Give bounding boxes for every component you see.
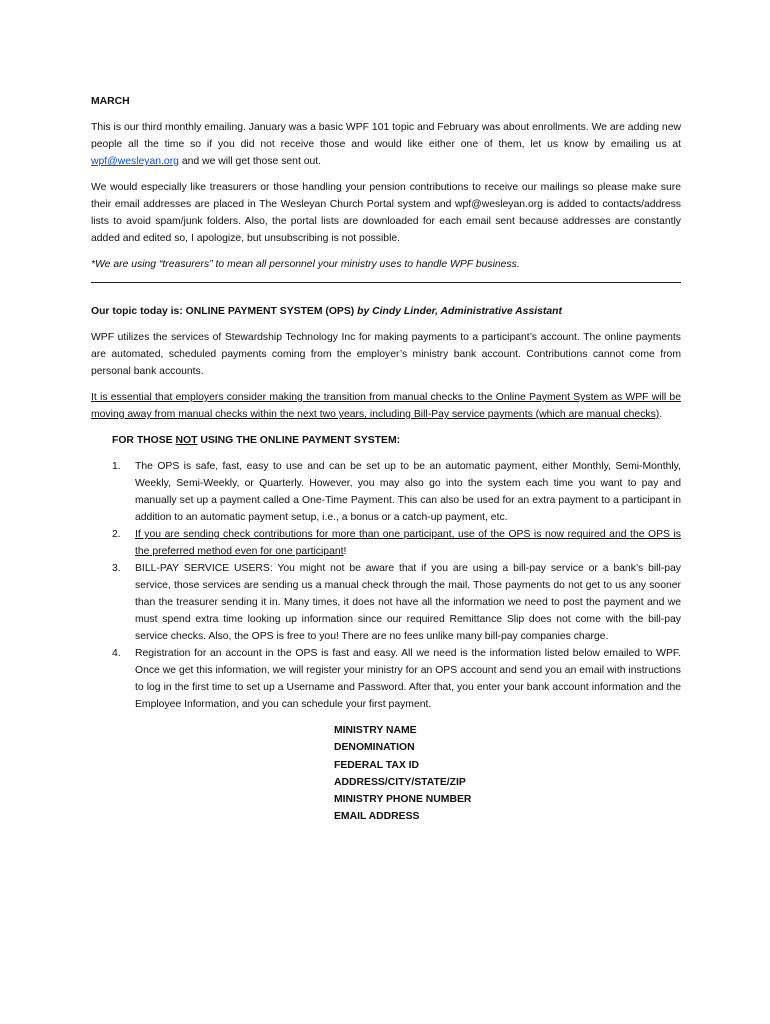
section-subheading bbox=[112, 432, 681, 449]
subhead-emphasis: NOT bbox=[175, 435, 198, 446]
field-email-address: EMAIL ADDRESS bbox=[334, 811, 420, 823]
horizontal-divider bbox=[91, 282, 681, 283]
list-number: 3. bbox=[112, 563, 121, 574]
numbered-list bbox=[91, 458, 681, 713]
transition-notice-end: . bbox=[659, 409, 663, 420]
intro-paragraph-2: We would especially like treasurers or those handling your pension contributions to receive our mailings so please make sure their email addresses are placed in The Wesleyan Church Portal system and wpf@wesleyan.org is added to contacts/address lists to avoid spam/junk folders. Also, the portal lists are downloaded for each email sent because addresses are constantly added and edited so, I apologize, but unsubscribing is not possible. bbox=[91, 182, 681, 244]
list-item bbox=[91, 526, 681, 560]
body-paragraph-2 bbox=[91, 389, 681, 423]
intro-paragraph-1 bbox=[91, 119, 681, 170]
list-item-text: BILL-PAY SERVICE USERS: You might not be aware that if you are using a bill-pay service or a bank’s bill-pay service, those services are sending us a manual check through the mail. Those payments do not get to us any sooner than the treasurer sending it in. Many times, it does not have all the information we need to post the payment and we must spend extra time looking up information since our required Remittance Slip does not come with the bill-pay service checks. Also, the OPS is free to you! There are no fees unlike many bill-pay companies charge. bbox=[135, 563, 681, 642]
required-fields-list bbox=[334, 722, 681, 826]
list-item-text: The OPS is safe, fast, easy to use and can be set up to be an automatic payment, either Monthly, Semi-Monthly, Weekly, Semi-Weekly, or Quarterly. However, you may also go into the system each time you want to pay and manually set up a payment called a One-Time Payment. This can also be used for an extra payment to a participant in addition to an automatic payment setup, i.e., a bonus or a catch-up payment, etc. bbox=[135, 461, 681, 523]
list-item-text: Registration for an account in the OPS is fast and easy. All we need is the information listed below emailed to WPF. Once we get this information, we will register your ministry for an OPS account and send you an email with instructions to log in the first time to set up a Username and Password. After that, you enter your bank account information and the Employee Information, and you can schedule your first payment. bbox=[135, 648, 681, 710]
topic-line bbox=[91, 303, 681, 320]
topic-byline: by Cindy Linder, Administrative Assistant bbox=[357, 306, 562, 317]
body-paragraph-1: WPF utilizes the services of Stewardship Technology Inc for making payments to a participant’s account. The online payments are automated, scheduled payments coming from the employer’s ministry bank account. Contributions cannot come from personal bank accounts. bbox=[91, 332, 681, 377]
field-ministry-phone: MINISTRY PHONE NUMBER bbox=[334, 794, 472, 806]
intro-text-end: and we will get those sent out. bbox=[181, 156, 322, 167]
field-ministry-name: MINISTRY NAME bbox=[334, 725, 417, 736]
document-page bbox=[91, 93, 681, 826]
transition-notice: It is essential that employers consider making the transition from manual checks to the Online Payment System as WPF will be moving away from manual checks within the next two years, including Bill-Pay service payments (which are manual checks) bbox=[91, 392, 681, 420]
month-heading: MARCH bbox=[91, 96, 130, 107]
topic-label: Our topic today is: ONLINE PAYMENT SYSTEM (OPS) bbox=[91, 306, 355, 317]
subhead-text-before: FOR THOSE bbox=[112, 435, 176, 446]
field-denomination: DENOMINATION bbox=[334, 742, 415, 754]
list-number: 4. bbox=[112, 648, 121, 659]
list-item-text: If you are sending check contributions for more than one participant, use of the OPS is now required and the OPS is the preferred method even for one participant bbox=[135, 529, 681, 557]
subhead-text-after: USING THE ONLINE PAYMENT SYSTEM: bbox=[197, 435, 401, 446]
email-link[interactable]: wpf@wesleyan.org bbox=[91, 156, 179, 167]
list-item bbox=[91, 458, 681, 526]
list-item bbox=[91, 560, 681, 645]
field-address: ADDRESS/CITY/STATE/ZIP bbox=[334, 776, 466, 788]
list-item-text-end: ! bbox=[343, 546, 347, 557]
list-item bbox=[91, 645, 681, 713]
field-federal-tax-id: FEDERAL TAX ID bbox=[334, 759, 420, 771]
intro-text: This is our third monthly emailing. January was a basic WPF 101 topic and February was about enrollments. We are adding new people all the time so if you did not receive those and would like either one of them, let us know by emailing us at bbox=[91, 122, 681, 150]
list-number: 1. bbox=[112, 461, 121, 472]
list-number: 2. bbox=[112, 529, 121, 540]
treasurers-note: *We are using “treasurers” to mean all personnel your ministry uses to handle WPF business. bbox=[91, 259, 520, 270]
